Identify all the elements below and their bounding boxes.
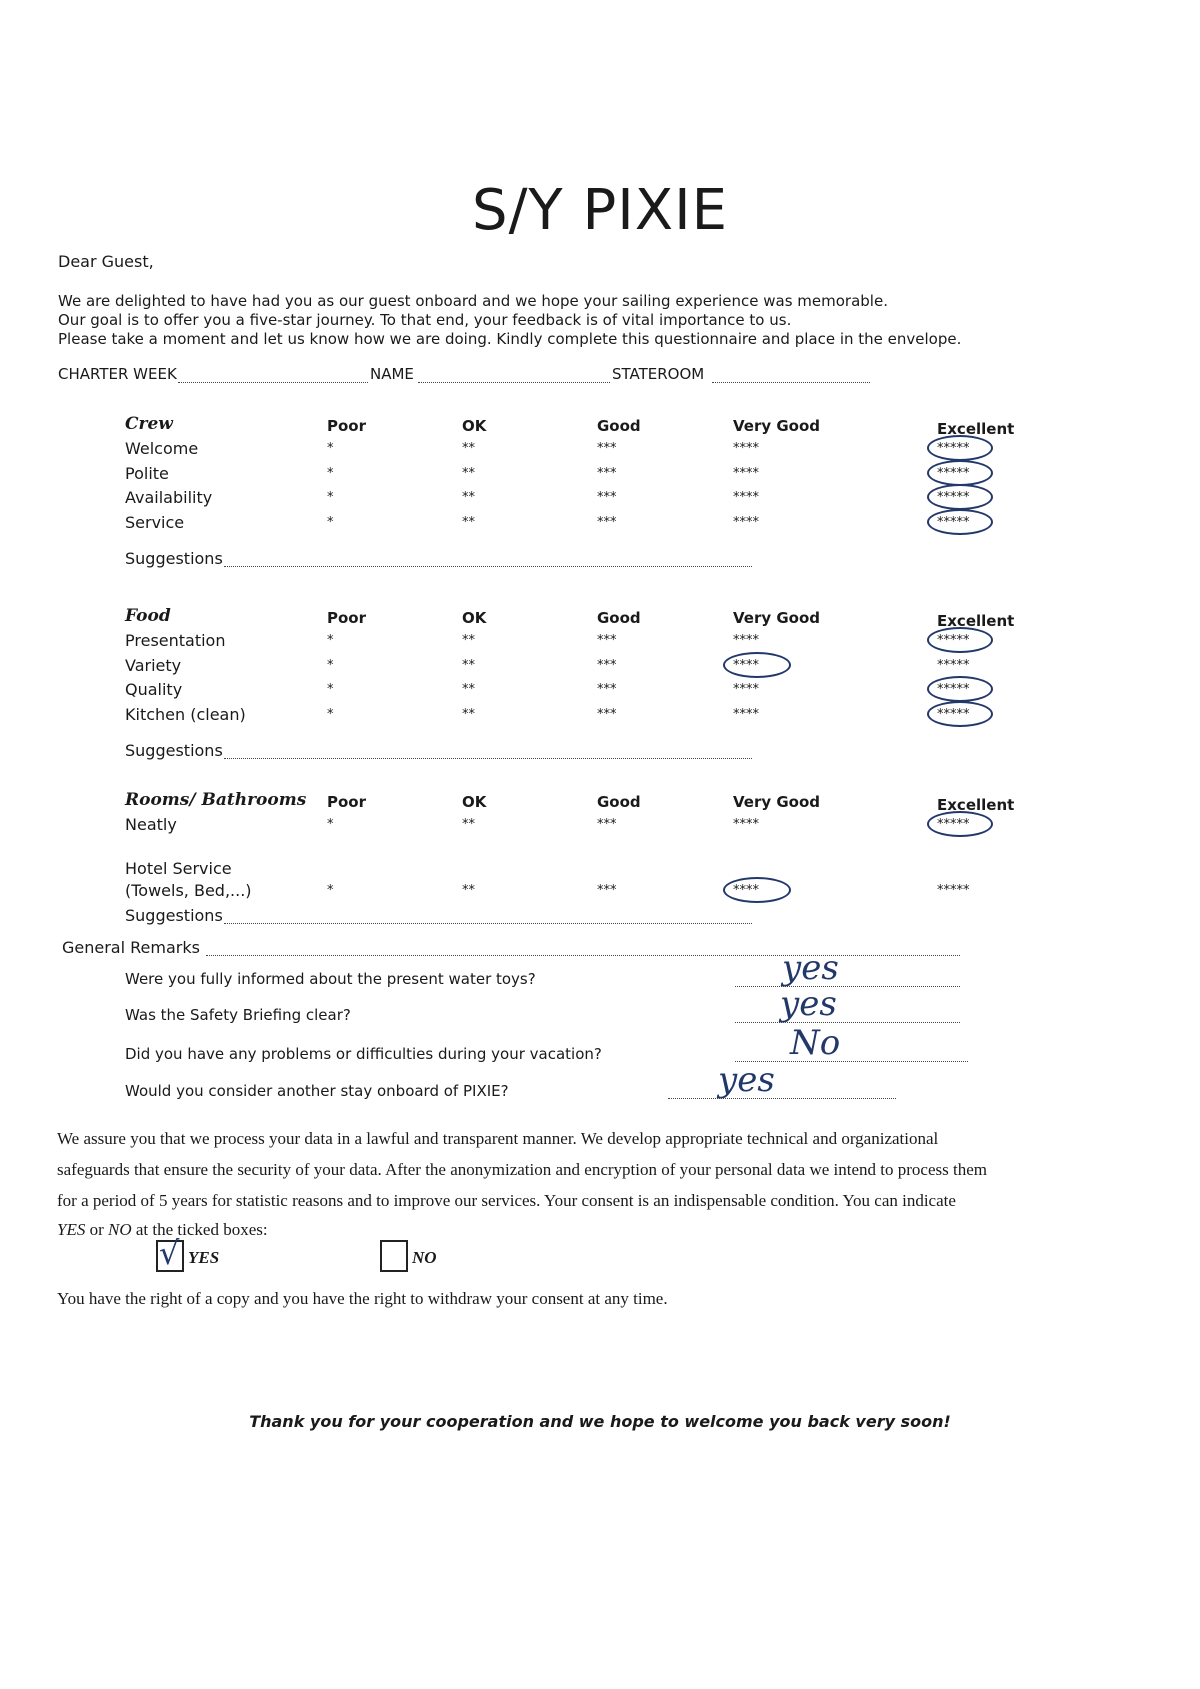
- page-title: S/Y PIXIE: [472, 178, 728, 243]
- rating-option-1-stars[interactable]: *: [327, 441, 334, 456]
- intro-line-3: Please take a moment and let us know how we are doing. Kindly complete this questionnaire and place in the envelope.: [58, 330, 962, 348]
- rating-option-1-stars[interactable]: *: [327, 514, 334, 530]
- selected-rating-circle: [927, 811, 993, 837]
- handwritten-answer-2: yes: [780, 984, 837, 1024]
- column-header-ok: OK: [462, 609, 487, 627]
- rating-option-4-stars[interactable]: ****: [733, 817, 759, 832]
- greeting: Dear Guest,: [58, 252, 154, 271]
- question-3: Did you have any problems or difficulties during your vacation?: [125, 1045, 602, 1063]
- selected-rating-circle: [927, 484, 993, 510]
- rating-option-2-stars[interactable]: **: [462, 706, 475, 722]
- rating-option-2-stars[interactable]: **: [462, 883, 475, 899]
- row-label-kitchen-clean: Kitchen (clean): [125, 704, 246, 724]
- privacy-line-4: YES or NO at the ticked boxes:: [57, 1220, 268, 1239]
- column-header-excellent: Excellent: [937, 796, 1015, 814]
- no-word: NO: [108, 1220, 132, 1239]
- column-header-ok: OK: [462, 417, 487, 435]
- rating-option-2-stars[interactable]: **: [462, 514, 475, 530]
- rating-option-4-stars[interactable]: ****: [733, 465, 759, 481]
- rating-option-3-stars[interactable]: ***: [597, 633, 617, 648]
- rating-option-4-stars[interactable]: ****: [733, 706, 759, 722]
- rating-option-2-stars[interactable]: **: [462, 441, 475, 456]
- rating-option-2-stars[interactable]: **: [462, 490, 475, 505]
- question-1: Were you fully informed about the present water toys?: [125, 970, 536, 988]
- section-title-rooms-bathrooms: Rooms/ Bathrooms: [125, 790, 307, 810]
- selected-rating-circle: [927, 701, 993, 727]
- rating-option-3-stars[interactable]: ***: [597, 682, 617, 697]
- row-label-service: Service: [125, 512, 185, 532]
- closing-message: Thank you for your cooperation and we hope to welcome you back very soon!: [249, 1412, 951, 1431]
- column-header-ok: OK: [462, 793, 487, 811]
- row-label-neatly: Neatly: [125, 815, 177, 834]
- rating-option-1-stars[interactable]: *: [327, 465, 334, 481]
- consent-yes-label: YES: [188, 1248, 220, 1267]
- suggestions-field[interactable]: [224, 744, 752, 759]
- handwritten-answer-4: yes: [718, 1060, 775, 1100]
- rating-option-2-stars[interactable]: **: [462, 633, 475, 648]
- rating-option-1-stars[interactable]: *: [327, 633, 334, 648]
- answer-line-1[interactable]: [735, 972, 960, 987]
- column-header-very-good: Very Good: [733, 417, 821, 435]
- general-remarks-label: General Remarks: [62, 938, 200, 957]
- suggestions-field[interactable]: [224, 552, 752, 567]
- column-header-poor: Poor: [327, 793, 367, 811]
- suggestions-label: Suggestions: [125, 741, 223, 761]
- column-header-poor: Poor: [327, 609, 367, 627]
- rating-option-4-stars[interactable]: ****: [733, 883, 759, 899]
- rating-option-5-stars[interactable]: *****: [937, 682, 970, 697]
- rating-option-1-stars[interactable]: *: [327, 706, 334, 722]
- row-label-welcome: Welcome: [125, 439, 199, 458]
- selected-rating-circle: [927, 509, 993, 535]
- rating-option-1-stars[interactable]: *: [327, 682, 334, 697]
- rating-option-5-stars[interactable]: *****: [937, 514, 970, 530]
- column-header-good: Good: [597, 609, 641, 627]
- rating-option-2-stars[interactable]: **: [462, 657, 475, 673]
- name-label: NAME: [370, 365, 414, 383]
- rating-option-2-stars[interactable]: **: [462, 817, 475, 832]
- intro-line-1: We are delighted to have had you as our guest onboard and we hope your sailing experience was memorable.: [58, 292, 888, 310]
- suggestions-field[interactable]: [224, 909, 752, 924]
- rating-option-1-stars[interactable]: *: [327, 657, 334, 673]
- name-field[interactable]: [418, 368, 610, 383]
- row-label-availability: Availability: [125, 488, 213, 507]
- rating-option-3-stars[interactable]: ***: [597, 441, 617, 456]
- rating-option-5-stars[interactable]: *****: [937, 441, 970, 456]
- consent-no-checkbox[interactable]: [380, 1240, 408, 1272]
- rating-option-2-stars[interactable]: **: [462, 465, 475, 481]
- row-label-hotel-service: Hotel Service: [125, 859, 232, 879]
- check-mark-icon: √: [159, 1234, 180, 1272]
- rating-option-5-stars[interactable]: *****: [937, 883, 970, 899]
- answer-line-4[interactable]: [668, 1084, 896, 1099]
- suggestions-label: Suggestions: [125, 905, 223, 925]
- selected-rating-circle: [927, 676, 993, 702]
- question-4: Would you consider another stay onboard of PIXIE?: [125, 1082, 509, 1100]
- consent-no-label: NO: [412, 1248, 437, 1267]
- column-header-good: Good: [597, 793, 641, 811]
- rating-option-4-stars[interactable]: ****: [733, 682, 759, 697]
- rating-option-3-stars[interactable]: ***: [597, 883, 617, 899]
- column-header-very-good: Very Good: [733, 609, 821, 627]
- rating-option-1-stars[interactable]: *: [327, 883, 334, 899]
- rating-option-3-stars[interactable]: ***: [597, 465, 617, 481]
- privacy-line-3: for a period of 5 years for statistic reasons and to improve our services. Your consent is an indispensable condition. You can indicate: [57, 1191, 956, 1210]
- selected-rating-circle: [927, 435, 993, 461]
- rating-option-2-stars[interactable]: **: [462, 682, 475, 697]
- section-title-crew: Crew: [125, 414, 173, 434]
- column-header-good: Good: [597, 417, 641, 435]
- rating-option-5-stars[interactable]: *****: [937, 633, 970, 648]
- rating-option-5-stars[interactable]: *****: [937, 657, 970, 673]
- selected-rating-circle: [723, 877, 791, 903]
- row-label-polite: Polite: [125, 463, 169, 483]
- intro-line-2: Our goal is to offer you a five-star journey. To that end, your feedback is of vital importance to us.: [58, 311, 792, 329]
- stateroom-label: STATEROOM: [612, 365, 705, 383]
- suggestions-label: Suggestions: [125, 549, 223, 569]
- rating-option-4-stars[interactable]: ****: [733, 657, 759, 673]
- consent-yes-checkbox[interactable]: [156, 1234, 184, 1272]
- row-label-presentation: Presentation: [125, 631, 226, 650]
- selected-rating-circle: [927, 460, 993, 486]
- rating-option-5-stars[interactable]: *****: [937, 490, 970, 505]
- rating-option-4-stars[interactable]: ****: [733, 514, 759, 530]
- selected-rating-circle: [927, 627, 993, 653]
- rating-option-4-stars[interactable]: ****: [733, 441, 759, 456]
- row-label-towels-bed: (Towels, Bed,...): [125, 881, 252, 901]
- yes-word: YES: [57, 1220, 86, 1239]
- privacy-line-1: We assure you that we process your data in a lawful and transparent manner. We develop appropriate technical and organizational: [57, 1129, 939, 1148]
- section-title-food: Food: [125, 606, 171, 626]
- column-header-excellent: Excellent: [937, 612, 1015, 630]
- row-label-variety: Variety: [125, 655, 182, 675]
- row-label-quality: Quality: [125, 680, 183, 699]
- rating-option-5-stars[interactable]: *****: [937, 817, 970, 832]
- rights-text: You have the right of a copy and you have the right to withdraw your consent at any time.: [57, 1289, 668, 1308]
- charter-week-field[interactable]: [178, 368, 368, 383]
- rating-option-1-stars[interactable]: *: [327, 817, 334, 832]
- column-header-poor: Poor: [327, 417, 367, 435]
- rating-option-5-stars[interactable]: *****: [937, 465, 970, 481]
- column-header-very-good: Very Good: [733, 793, 821, 811]
- charter-week-label: CHARTER WEEK: [58, 365, 177, 383]
- rating-option-3-stars[interactable]: ***: [597, 817, 617, 832]
- rating-option-5-stars[interactable]: *****: [937, 706, 970, 722]
- handwritten-answer-3: No: [790, 1023, 841, 1063]
- rating-option-3-stars[interactable]: ***: [597, 657, 617, 673]
- column-header-excellent: Excellent: [937, 420, 1015, 438]
- handwritten-answer-1: yes: [782, 948, 839, 988]
- stateroom-field[interactable]: [712, 368, 870, 383]
- rating-option-3-stars[interactable]: ***: [597, 706, 617, 722]
- rating-option-4-stars[interactable]: ****: [733, 633, 759, 648]
- question-2: Was the Safety Briefing clear?: [125, 1006, 351, 1024]
- privacy-line-2: safeguards that ensure the security of your data. After the anonymization and encryption of your personal data we intend to process them: [57, 1160, 987, 1179]
- answer-line-2[interactable]: [735, 1008, 960, 1023]
- general-remarks-field[interactable]: [206, 941, 960, 956]
- rating-option-4-stars[interactable]: ****: [733, 490, 759, 505]
- rating-option-3-stars[interactable]: ***: [597, 490, 617, 505]
- selected-rating-circle: [723, 652, 791, 678]
- rating-option-3-stars[interactable]: ***: [597, 514, 617, 530]
- rating-option-1-stars[interactable]: *: [327, 490, 334, 505]
